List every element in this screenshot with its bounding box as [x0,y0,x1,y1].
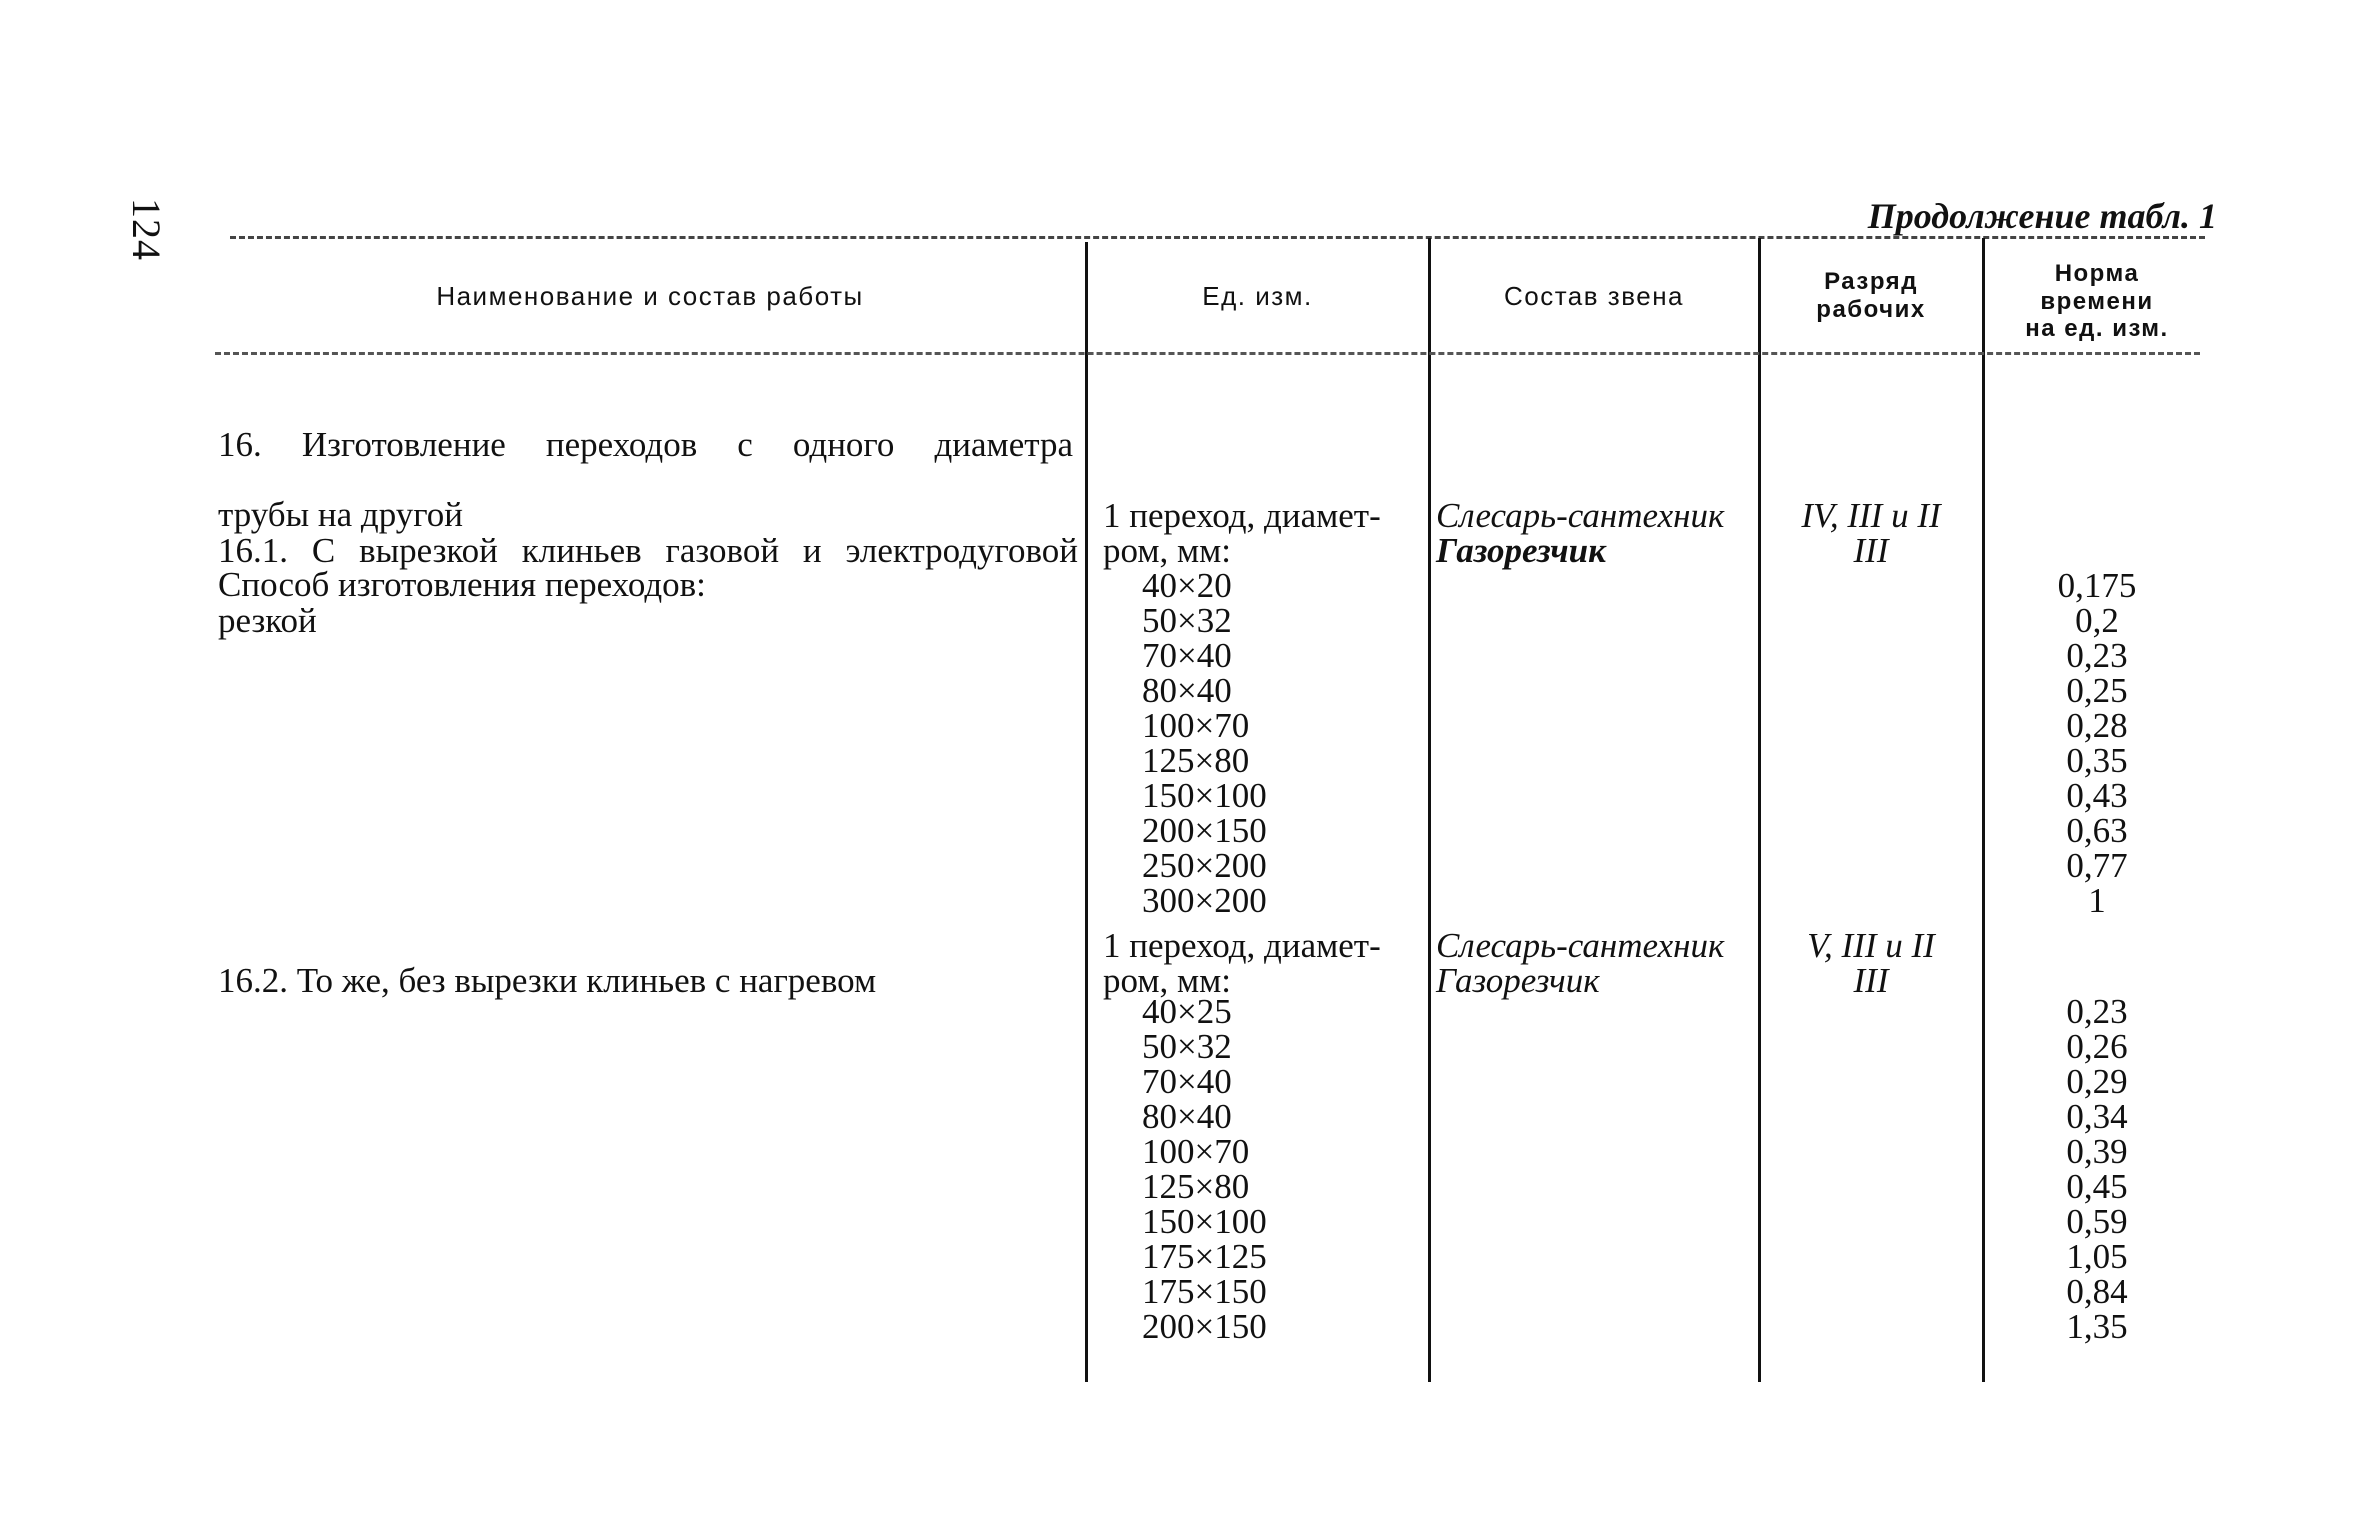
header-norm [1987,260,2207,343]
item-unit [1103,498,1381,568]
header-grade-line: Разряд [1824,268,1918,295]
pipe-size: 70×40 [1142,636,1232,675]
time-norm: 0,84 [2066,1272,2128,1311]
header-norm-line: Норма [2054,260,2140,287]
pipe-size: 100×70 [1142,706,1250,745]
size-list [1142,568,1267,918]
item-grade [1763,498,1979,568]
time-norm: 0,35 [2066,741,2128,780]
pipe-size: 50×32 [1142,601,1232,640]
column-divider [1982,238,1985,1382]
pipe-size: 300×200 [1142,881,1267,920]
method-label: Способ изготовления переходов: [218,565,706,604]
pipe-size: 100×70 [1142,1132,1250,1171]
pipe-size: 150×100 [1142,1202,1267,1241]
time-norm: 1,35 [2066,1307,2128,1346]
time-norm: 0,45 [2066,1167,2128,1206]
pipe-size: 40×25 [1142,992,1232,1031]
grade-line: III [1853,961,1889,1000]
pipe-size: 125×80 [1142,741,1250,780]
header-rule [215,352,2200,355]
time-norm: 1,05 [2066,1237,2128,1276]
pipe-size: 150×100 [1142,776,1267,815]
pipe-size: 80×40 [1142,671,1232,710]
item-name-line: резкой [218,601,317,640]
column-divider [1085,242,1088,1382]
time-norm: 0,175 [2057,566,2137,605]
pipe-size: 200×150 [1142,811,1267,850]
time-norm: 0,25 [2066,671,2128,710]
time-norm: 0,43 [2066,776,2128,815]
item-grade [1763,928,1979,998]
time-norm: 0,63 [2066,811,2128,850]
section-title-line: трубы на другой [218,495,463,534]
time-norm: 0,23 [2066,992,2128,1031]
time-norm: 0,23 [2066,636,2128,675]
grade-line: III [1853,531,1889,570]
header-grade-line: рабочих [1816,295,1926,323]
norm-list [1987,994,2207,1344]
norm-list [1987,568,2207,918]
unit-line: ром, мм: [1103,961,1232,1000]
header-unit: Ед. изм. [1202,281,1313,311]
time-norm: 0,26 [2066,1027,2128,1066]
crew-member: Газорезчик [1436,531,1606,570]
crew-member: Газорезчик [1436,961,1600,1000]
pipe-size: 80×40 [1142,1097,1232,1136]
pipe-size: 200×150 [1142,1307,1267,1346]
item-unit [1103,928,1381,998]
item-crew [1436,928,1724,998]
item-name [218,928,1078,1033]
unit-line: ром, мм: [1103,531,1232,570]
grade-line: IV, III и II [1801,496,1941,535]
time-norm: 0,28 [2066,706,2128,745]
time-norm: 0,59 [2066,1202,2128,1241]
pipe-size: 125×80 [1142,1167,1250,1206]
crew-member: Слесарь-сантехник [1436,926,1725,965]
time-norm: 0,39 [2066,1132,2128,1171]
top-rule [230,236,2205,239]
pipe-size: 175×150 [1142,1272,1267,1311]
time-norm: 0,2 [2075,601,2119,640]
header-norm-line: на ед. изм. [2025,315,2169,343]
page-number: 124 [124,198,169,261]
time-norm: 0,34 [2066,1097,2128,1136]
pipe-size: 70×40 [1142,1062,1232,1101]
section-title-line: 16. Изготовление переходов с одного диаметра [218,425,1073,464]
header-grade [1763,268,1979,323]
table-continuation-label: Продолжение табл. 1 [1867,196,2217,236]
column-divider [1758,238,1761,1382]
header-norm-line: времени [2040,287,2154,315]
time-norm: 0,77 [2066,846,2128,885]
crew-member: Слесарь-сантехник [1436,496,1725,535]
time-norm: 1 [2088,881,2106,920]
unit-line: 1 переход, диамет- [1103,496,1381,535]
item-crew [1436,498,1724,568]
header-name: Наименование и состав работы [436,281,864,311]
pipe-size: 175×125 [1142,1237,1267,1276]
pipe-size: 40×20 [1142,566,1232,605]
pipe-size: 250×200 [1142,846,1267,885]
pipe-size: 50×32 [1142,1027,1232,1066]
time-norm: 0,29 [2066,1062,2128,1101]
item-name [218,495,1078,673]
unit-line: 1 переход, диамет- [1103,926,1381,965]
size-list [1142,994,1267,1344]
grade-line: V, III и II [1807,926,1935,965]
item-name-line: 16.2. То же, без вырезки клиньев с нагревом [218,961,877,1000]
header-crew: Состав звена [1503,281,1685,311]
column-divider [1428,238,1431,1382]
item-name-line: 16.1. С вырезкой клиньев газовой и электродуговой [218,531,1078,570]
